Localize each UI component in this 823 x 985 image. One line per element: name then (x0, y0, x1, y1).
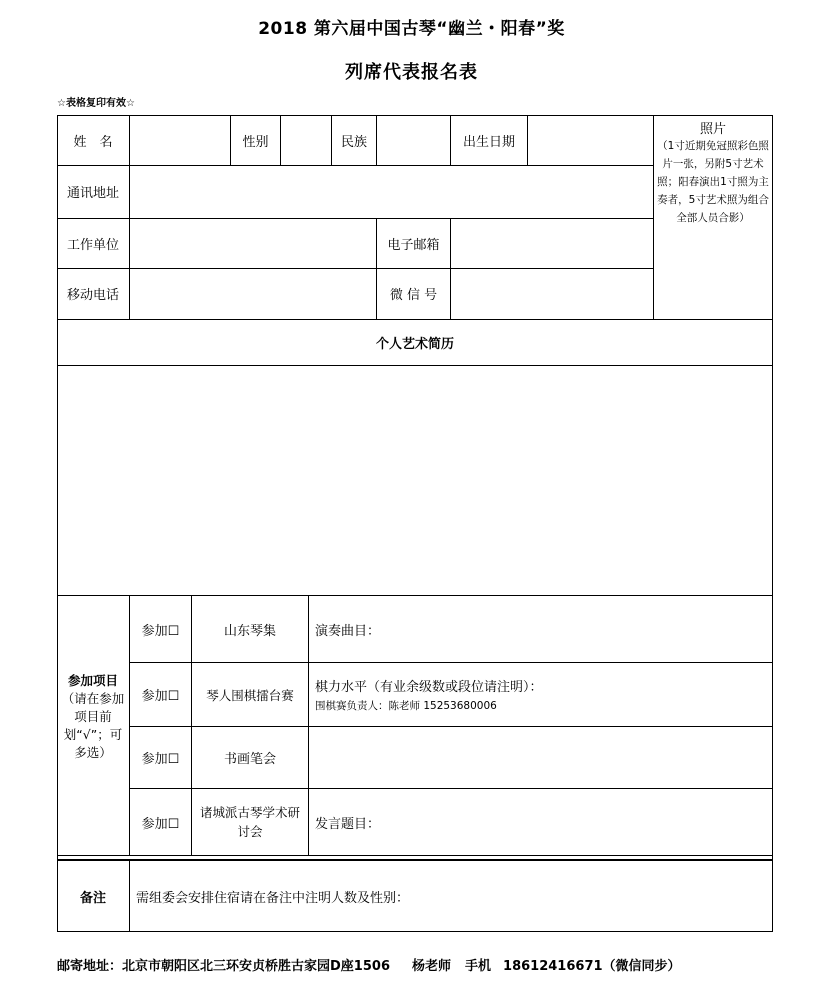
gender-field[interactable] (281, 116, 331, 165)
phone-number: 18612416671（微信同步） (503, 959, 681, 974)
participate-checkbox-shandong[interactable]: 参加☐ (141, 623, 180, 639)
photo-label: 照片 (699, 122, 726, 137)
participation-hint: （请在参加项目前划“√”；可多选） (61, 691, 125, 760)
remarks-field[interactable]: 需组委会安排住宿请在备注中注明人数及性别： (136, 890, 410, 906)
resume-field[interactable] (58, 366, 772, 595)
participate-checkbox-go[interactable]: 参加☐ (141, 689, 180, 704)
mailing-address: 北京市朝阳区北三环安贞桥胜古家园D座1506 (122, 959, 390, 974)
participate-checkbox-symposium[interactable]: 参加☐ (141, 816, 180, 832)
ethnicity-label: 民族 (340, 134, 367, 150)
participation-section-label (58, 672, 128, 762)
remarks-label: 备注 (79, 890, 106, 906)
event-name-symposium: 诸城派古琴学术研讨会 (199, 805, 300, 839)
go-level-field[interactable]: 棋力水平（有业余级数或段位请注明）： (315, 680, 543, 695)
email-field[interactable] (451, 219, 653, 268)
participate-checkbox-calligraphy[interactable]: 参加☐ (141, 752, 180, 767)
mobile-field[interactable] (130, 269, 376, 319)
form-title: 2018 第六届中国古琴“幽兰・阳春”奖 (258, 19, 565, 39)
email-label: 电子邮箱 (387, 237, 440, 253)
ethnicity-field[interactable] (377, 116, 450, 165)
participation-label: 参加项目 (67, 673, 118, 688)
gender-label: 性别 (242, 134, 269, 150)
wechat-field[interactable] (451, 269, 653, 319)
address-field[interactable] (130, 166, 653, 218)
copy-valid-note: ☆表格复印有效☆ (57, 98, 135, 109)
birthdate-label: 出生日期 (462, 134, 515, 150)
wechat-label: 微 信 号 (389, 288, 438, 303)
table-border-bottom (57, 931, 773, 932)
photo-requirements: （1寸近期免冠照彩色照片一张，另附5寸艺术照；阳春演出1寸照为主奏者，5寸艺术照为组合全部人员合影） (657, 140, 769, 224)
event-name-go: 琴人围棋擂台赛 (206, 687, 294, 703)
table-border-right (772, 115, 773, 932)
event-name-shandong: 山东琴集 (223, 623, 276, 639)
calligraphy-field[interactable] (309, 727, 772, 788)
performance-pieces-field[interactable]: 演奏曲目： (315, 623, 381, 639)
work-unit-field[interactable] (130, 219, 376, 268)
work-unit-label: 工作单位 (66, 237, 119, 253)
contact-person: 杨老师 (412, 959, 452, 974)
name-label: 姓 名 (73, 134, 113, 150)
birthdate-field[interactable] (528, 116, 653, 165)
mailing-footer (57, 955, 681, 974)
mailing-address-label: 邮寄地址： (57, 959, 123, 974)
mobile-label: 移动电话 (66, 288, 119, 303)
resume-label: 个人艺术简历 (375, 336, 454, 352)
phone-label: 手机 (465, 959, 492, 974)
speech-topic-field[interactable]: 发言题目： (315, 816, 381, 832)
name-field[interactable] (130, 116, 230, 165)
address-label: 通讯地址 (66, 186, 119, 201)
event-name-calligraphy: 书画笔会 (223, 752, 276, 767)
form-subtitle: 列席代表报名表 (345, 62, 478, 83)
go-contact-text: 围棋赛负责人：陈老师 15253680006 (315, 700, 497, 712)
